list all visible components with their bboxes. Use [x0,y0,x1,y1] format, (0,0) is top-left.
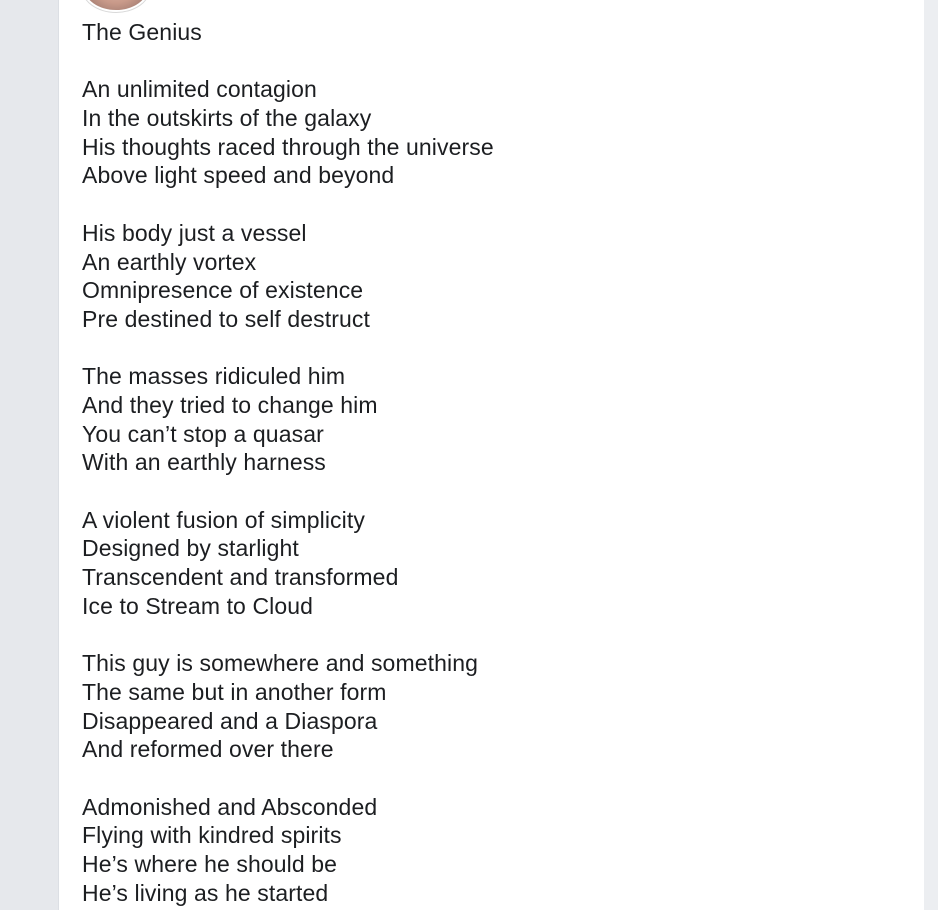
poem-line: Omnipresence of existence [82,277,364,304]
poem-line: An unlimited contagion [82,76,317,103]
poem-line: Flying with kindred spirits [82,822,342,849]
poem-line: And reformed over there [82,736,334,763]
poem-line: Transcendent and transformed [82,564,399,591]
poem-line: He’s living as he started [82,879,329,906]
poem-line: Admonished and Absconded [82,793,378,820]
poem-line: Disappeared and a Diaspora [82,707,378,734]
poem-line: Ice to Stream to Cloud [82,592,314,619]
poem-line: The masses ridiculed him [82,363,346,390]
poem-line: His thoughts raced through the universe [82,133,494,160]
poem-line: You can’t stop a quasar [82,420,324,447]
poem-line: This guy is somewhere and something [82,650,478,677]
stanza-6 [82,793,902,908]
stanza-4 [82,506,902,621]
poem-line: He’s where he should be [82,850,338,877]
poem-line: Pre destined to self destruct [82,305,370,332]
stanza-3 [82,362,902,477]
stanza-5 [82,649,902,764]
poem-line: The same but in another form [82,678,387,705]
poem-line: Designed by starlight [82,535,299,562]
poem-line: A violent fusion of simplicity [82,506,365,533]
poem-line: His body just a vessel [82,219,307,246]
poem-title: The Genius [82,19,202,45]
poem-line: An earthly vortex [82,248,257,275]
poem-line: And they tried to change him [82,391,378,418]
stanza-1 [82,75,902,190]
stanza-2 [82,219,902,334]
poem-line: Above light speed and beyond [82,162,395,189]
poem-line: With an earthly harness [82,449,326,476]
poem-line: In the outskirts of the galaxy [82,105,372,132]
right-edge-strip [924,0,938,910]
post-text [82,18,902,907]
